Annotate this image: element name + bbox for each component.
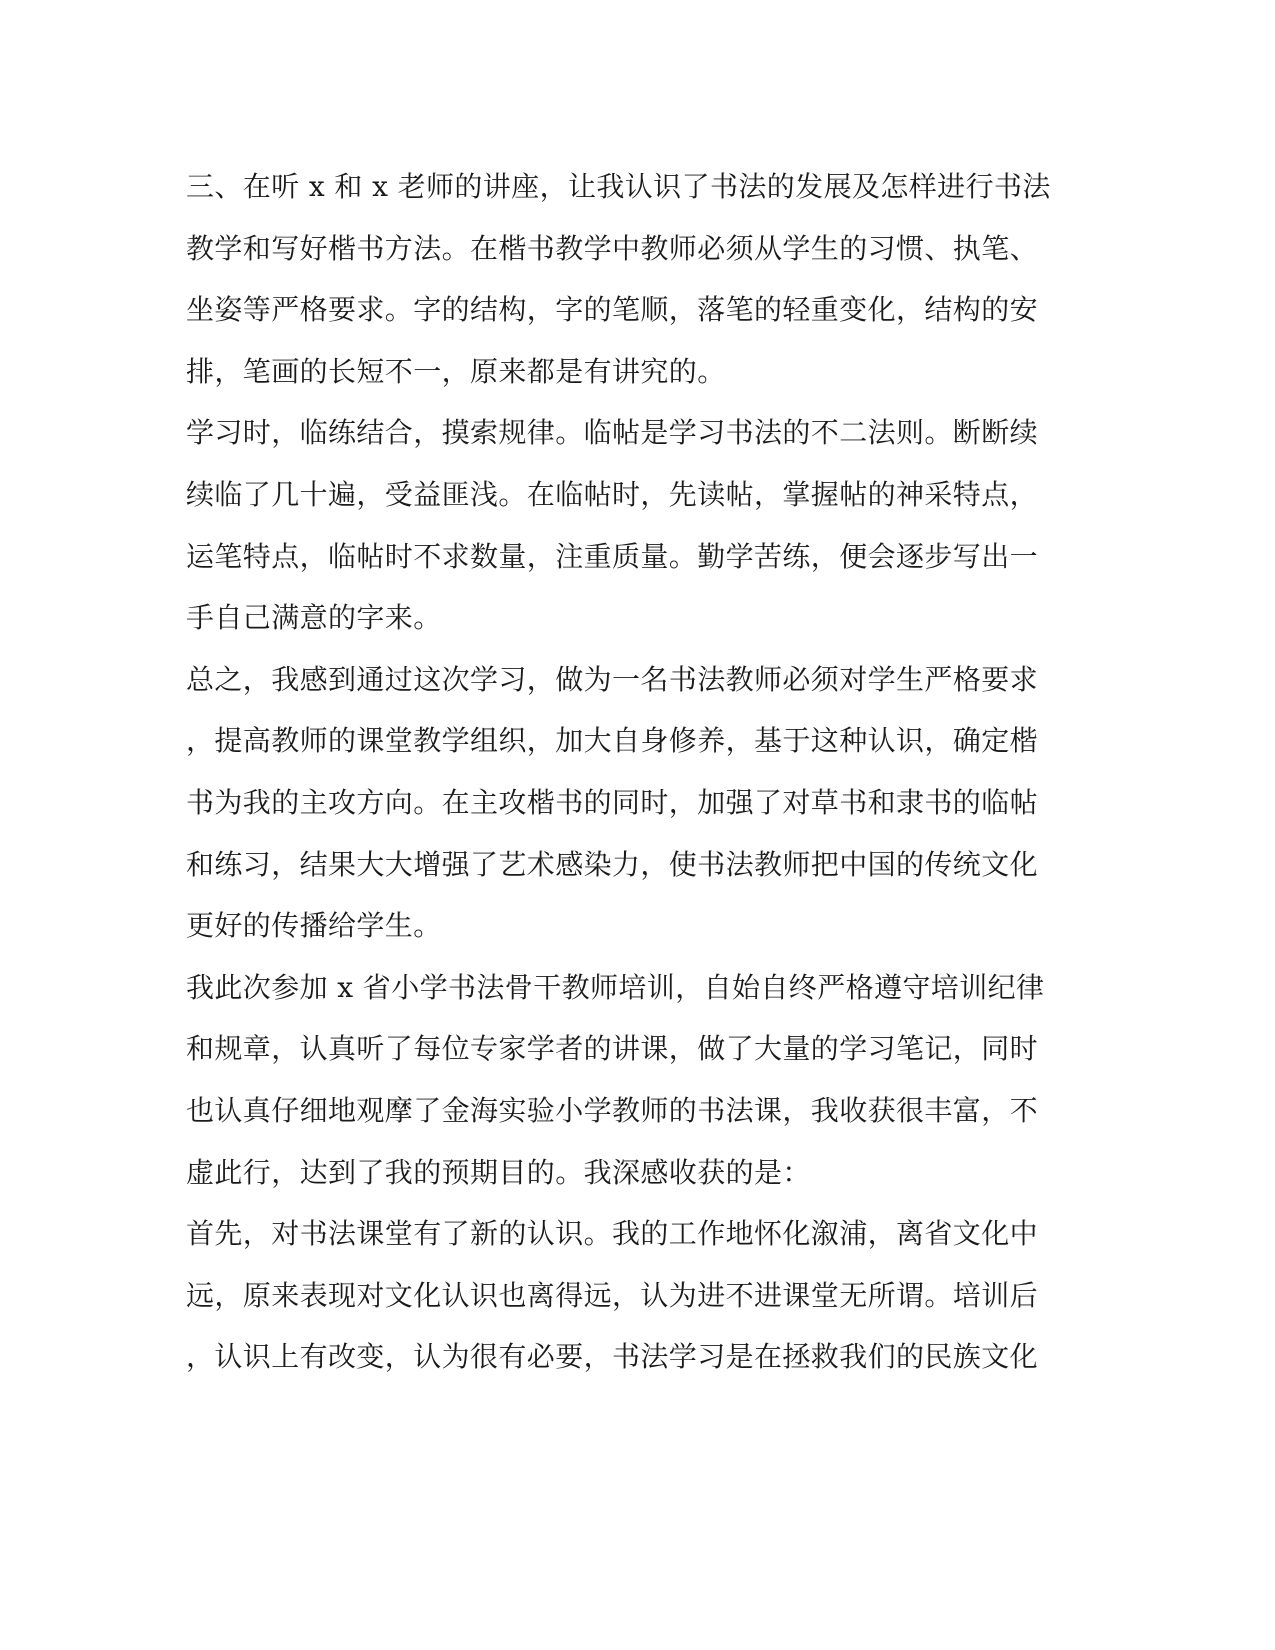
text-line: 也认真仔细地观摩了金海实验小学教师的书法课，我收获很丰富，不 xyxy=(186,1093,1039,1127)
text-line: 我此次参加 x 省小学书法骨干教师培训，自始自终严格遵守培训纪律 xyxy=(186,970,1045,1004)
text-line: 书为我的主攻方向。在主攻楷书的同时，加强了对草书和隶书的临帖 xyxy=(186,785,1039,819)
text-line: 总之，我感到通过这次学习，做为一名书法教师必须对学生严格要求 xyxy=(186,662,1039,696)
text-line: 学习时，临练结合，摸索规律。临帖是学习书法的不二法则。断断续 xyxy=(186,416,1039,450)
text-line: 三、在听 x 和 x 老师的讲座，让我认识了书法的发展及怎样进行书法 xyxy=(186,170,1051,203)
text-line: 运笔特点，临帖时不求数量，注重质量。勤学苦练，便会逐步写出一 xyxy=(186,539,1039,573)
body-text xyxy=(186,156,1051,1388)
text-line: ，认识上有改变，认为很有必要，书法学习是在拯救我们的民族文化 xyxy=(186,1340,1039,1374)
text-line: 和规章，认真听了每位专家学者的讲课，做了大量的学习笔记，同时 xyxy=(186,1032,1039,1066)
text-line: 更好的传播给学生。 xyxy=(186,909,442,943)
text-line: 坐姿等严格要求。字的结构，字的笔顺，落笔的轻重变化，结构的安 xyxy=(186,293,1039,327)
text-line: 教学和写好楷书方法。在楷书教学中教师必须从学生的习惯、执笔、 xyxy=(186,231,1039,265)
text-line: 远，原来表现对文化认识也离得远，认为进不进课堂无所谓。培训后 xyxy=(186,1278,1039,1312)
text-line: 手自己满意的字来。 xyxy=(186,601,442,635)
text-line: 首先，对书法课堂有了新的认识。我的工作地怀化溆浦，离省文化中 xyxy=(186,1217,1039,1251)
text-line: 续临了几十遍，受益匪浅。在临帖时，先读帖，掌握帖的神采特点， xyxy=(186,477,1039,511)
text-line: 虚此行，达到了我的预期目的。我深感收获的是： xyxy=(186,1155,811,1189)
text-line: ，提高教师的课堂教学组织，加大自身修养，基于这种认识，确定楷 xyxy=(186,724,1039,758)
text-line: 和练习，结果大大增强了艺术感染力，使书法教师把中国的传统文化 xyxy=(186,847,1039,881)
text-line: 排，笔画的长短不一，原来都是有讲究的。 xyxy=(186,354,726,388)
